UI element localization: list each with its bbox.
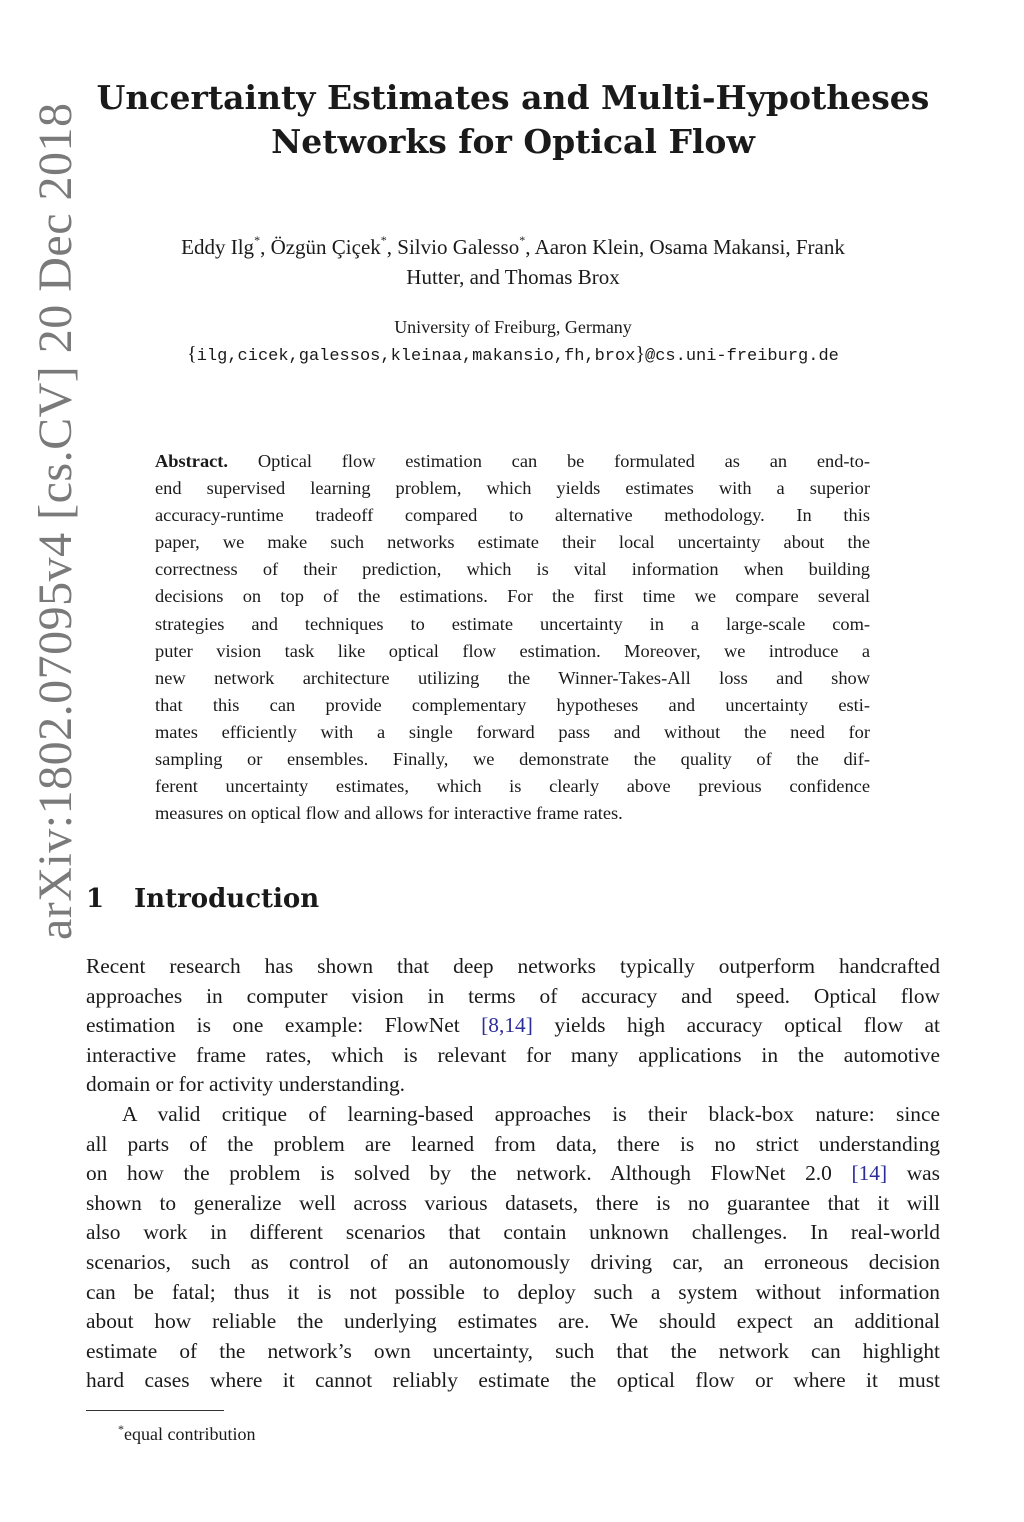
abstract-line: puter vision task like optical flow estimation. Moreover, we introduce a	[155, 640, 870, 661]
authors-rest: Aaron Klein, Osama Makansi, Frank	[534, 235, 845, 259]
title-line-2: Networks for Optical Flow	[271, 122, 755, 161]
body-line: scenarios, such as control of an autonomously driving car, an erroneous decision	[86, 1249, 940, 1274]
citation-link-8-14[interactable]: [8,14]	[481, 1013, 533, 1038]
abstract-line: accuracy-runtime tradeoff compared to alternative methodology. In this	[155, 505, 870, 526]
abstract-line: ferent uncertainty estimates, which is clearly above previous confidence	[155, 776, 870, 797]
abstract-line: that this can provide complementary hypotheses and uncertainty esti-	[155, 694, 870, 715]
email-handles: ilg,cicek,galessos,kleinaa,makansio,fh,brox	[196, 347, 636, 366]
author-list: Eddy Ilg*, Özgün Çiçek*, Silvio Galesso*, Aaron Klein, Osama Makansi, Frank Hutter, and Thomas Brox	[86, 227, 940, 292]
body-line: interactive frame rates, which is relevant for many applications in the automotive	[86, 1042, 940, 1067]
email-domain: @cs.uni-freiburg.de	[645, 347, 839, 366]
section-number: 1	[86, 884, 105, 914]
body-line: all parts of the problem are learned from data, there is no strict understanding	[86, 1131, 940, 1156]
body-line: Recent research has shown that deep networks typically outperform handcrafted	[86, 954, 940, 978]
section-title: Introduction	[134, 884, 320, 914]
body-line: approaches in computer vision in terms of accuracy and speed. Optical flow	[86, 983, 940, 1008]
authors-line-2: Hutter, and Thomas Brox	[406, 265, 620, 289]
abstract-line: correctness of their prediction, which is vital information when building	[155, 559, 870, 580]
paper-title	[86, 76, 940, 164]
footnote	[118, 1416, 255, 1447]
footnote-text: equal contribution	[124, 1424, 256, 1444]
abstract-label: Abstract.	[155, 451, 229, 471]
abstract-line: decisions on top of the estimations. For the first time we compare several	[155, 586, 870, 607]
equal-contribution-mark: *	[254, 233, 261, 247]
abstract-line: Optical flow estimation can be formulated as an end-to-	[257, 451, 870, 471]
body-line: can be fatal; thus it is not possible to deploy such a system without information	[86, 1279, 940, 1304]
body-line: A valid critique of learning-based approaches is their black-box nature: since	[122, 1101, 940, 1126]
abstract-line: paper, we make such networks estimate their local uncertainty about the	[155, 532, 870, 553]
abstract	[155, 448, 870, 827]
body-line: shown to generalize well across various datasets, there is no guarantee that it will	[86, 1190, 940, 1215]
body-line: estimate of the network’s own uncertainty, such that the network can highlight	[86, 1338, 940, 1363]
body-line: about how reliable the underlying estimates are. We should expect an additional	[86, 1309, 940, 1334]
footnote-mark: *	[118, 1422, 124, 1436]
arxiv-identifier-stamp: arXiv:1802.07095v4 [cs.CV] 20 Dec 2018	[29, 102, 82, 940]
affiliation-block	[86, 314, 940, 370]
equal-contribution-mark: *	[519, 233, 526, 247]
title-line-1: Uncertainty Estimates and Multi-Hypotheses	[96, 78, 930, 117]
abstract-line: end supervised learning problem, which yields estimates with a superior	[155, 478, 870, 499]
abstract-line: strategies and techniques to estimate uncertainty in a large-scale com-	[155, 613, 870, 634]
section-heading-introduction	[86, 880, 319, 918]
body-line: domain or for activity understanding.	[86, 1072, 406, 1097]
author-ilg: Eddy Ilg	[181, 235, 255, 259]
author-galesso: Silvio Galesso	[397, 235, 520, 259]
abstract-line: mates efficiently with a single forward pass and without the need for	[155, 721, 870, 742]
introduction-body	[86, 952, 940, 1396]
institution: University of Freiburg, Germany	[394, 317, 632, 337]
author-cicek: Özgün Çiçek	[270, 235, 381, 259]
equal-contribution-mark: *	[380, 233, 387, 247]
abstract-line: new network architecture utilizing the Winner-Takes-All loss and show	[155, 667, 870, 688]
abstract-line: sampling or ensembles. Finally, we demonstrate the quality of the dif-	[155, 749, 870, 770]
abstract-line: measures on optical flow and allows for interactive frame rates.	[155, 803, 623, 824]
citation-link-14[interactable]: [14]	[851, 1161, 888, 1186]
body-line: estimation is one example: FlowNet [8,14] yields high accuracy optical flow at	[86, 1013, 940, 1038]
footnote-divider	[86, 1410, 224, 1411]
body-line: hard cases where it cannot reliably estimate the optical flow or where it must	[86, 1368, 940, 1393]
author-emails: {ilg,cicek,galessos,kleinaa,makansio,fh,brox}@cs.uni-freiburg.de	[187, 343, 839, 366]
body-line: on how the problem is solved by the network. Although FlowNet 2.0 [14] was	[86, 1161, 940, 1186]
body-line: also work in different scenarios that contain unknown challenges. In real-world	[86, 1220, 940, 1245]
